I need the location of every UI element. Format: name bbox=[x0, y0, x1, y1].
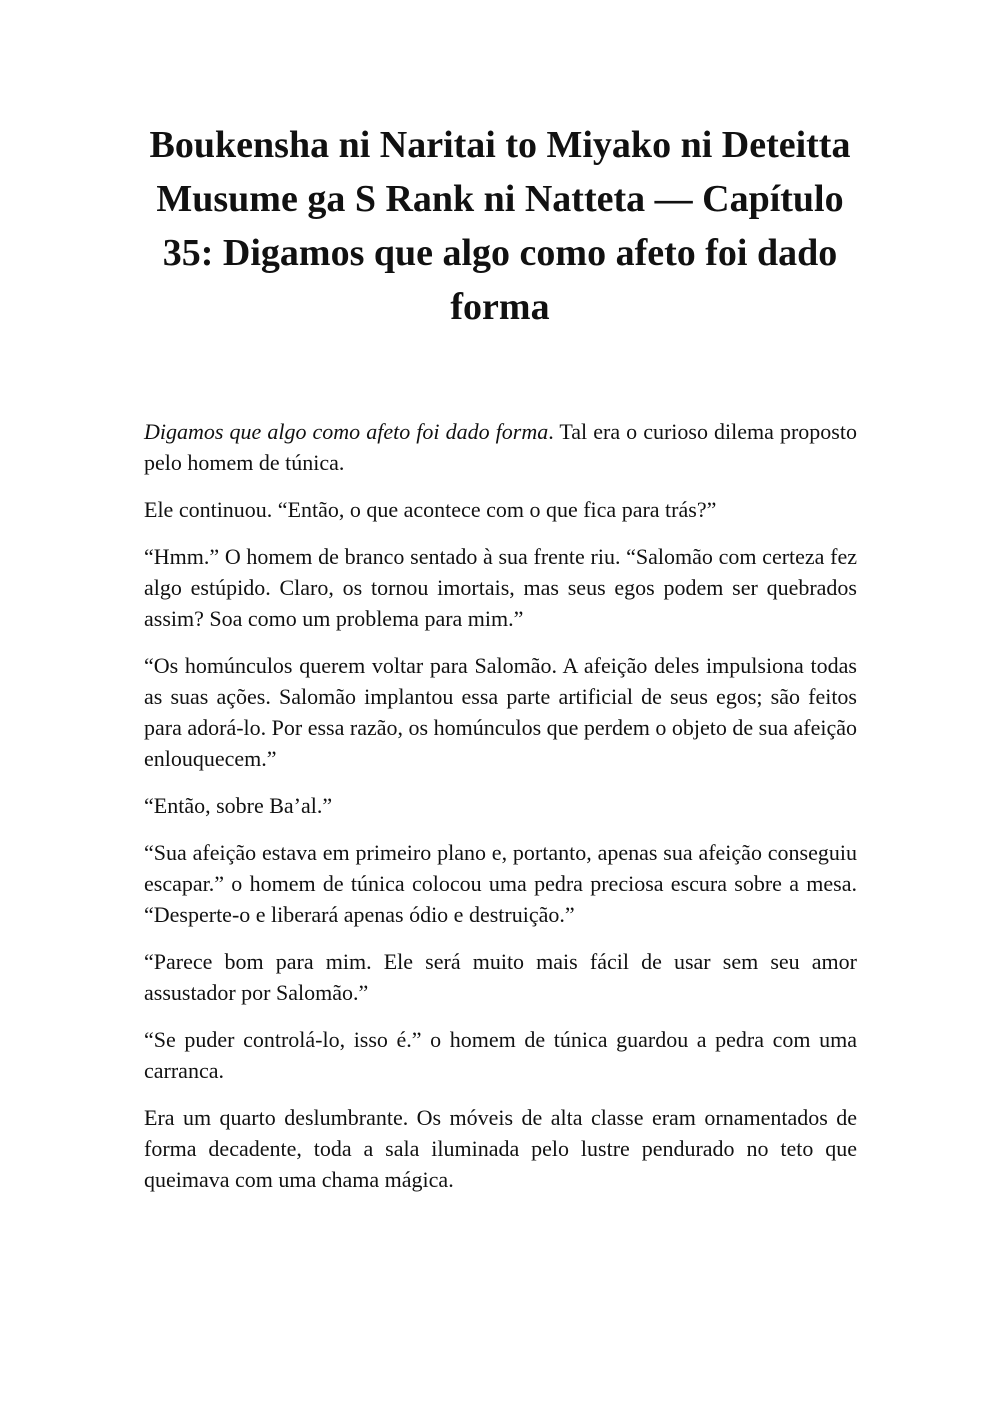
paragraph-9: Era um quarto deslumbrante. Os móveis de alta classe eram ornamentados de forma decadente, toda a sala iluminada pelo lustre pendurado no teto que queimava com uma chama mágica. bbox=[144, 1105, 857, 1192]
paragraph-6: “Sua afeição estava em primeiro plano e, portanto, apenas sua afeição conseguiu escapar.” o homem de túnica colocou uma pedra preciosa escura sobre a mesa. “Desperte-o e liberará apenas ódio e destruição.” bbox=[144, 840, 857, 927]
paragraph-4: “Os homúnculos querem voltar para Salomão. A afeição deles impulsiona todas as suas ações. Salomão implantou essa parte artificial de seus egos; são feitos para adorá-lo. Por essa razão, os homúnculos que perdem o objeto de sua afeição enlouquecem.” bbox=[144, 653, 857, 771]
paragraph-1-italic-phrase: Digamos que algo como afeto foi dado forma bbox=[144, 419, 549, 444]
paragraph-1 bbox=[144, 416, 857, 478]
paragraph-7: “Parece bom para mim. Ele será muito mais fácil de usar sem seu amor assustador por Salomão.” bbox=[144, 949, 857, 1005]
paragraph-3: “Hmm.” O homem de branco sentado à sua frente riu. “Salomão com certeza fez algo estúpido. Claro, os tornou imortais, mas seus egos podem ser quebrados assim? Soa como um problema para mim.” bbox=[144, 544, 857, 631]
paragraph-5: “Então, sobre Ba’al.” bbox=[144, 793, 333, 818]
chapter-body bbox=[144, 416, 857, 1211]
chapter-title: Boukensha ni Naritai to Miyako ni Deteitta Musume ga S Rank ni Natteta — Capítulo 35: Digamos que algo como afeto foi dado forma bbox=[149, 124, 851, 328]
paragraph-1-text: . Tal era o curioso dilema proposto pelo homem de túnica. bbox=[144, 419, 857, 475]
paragraph-2: Ele continuou. “Então, o que acontece com o que fica para trás?” bbox=[144, 497, 717, 522]
paragraph-8: “Se puder controlá-lo, isso é.” o homem de túnica guardou a pedra com uma carranca. bbox=[144, 1027, 857, 1083]
